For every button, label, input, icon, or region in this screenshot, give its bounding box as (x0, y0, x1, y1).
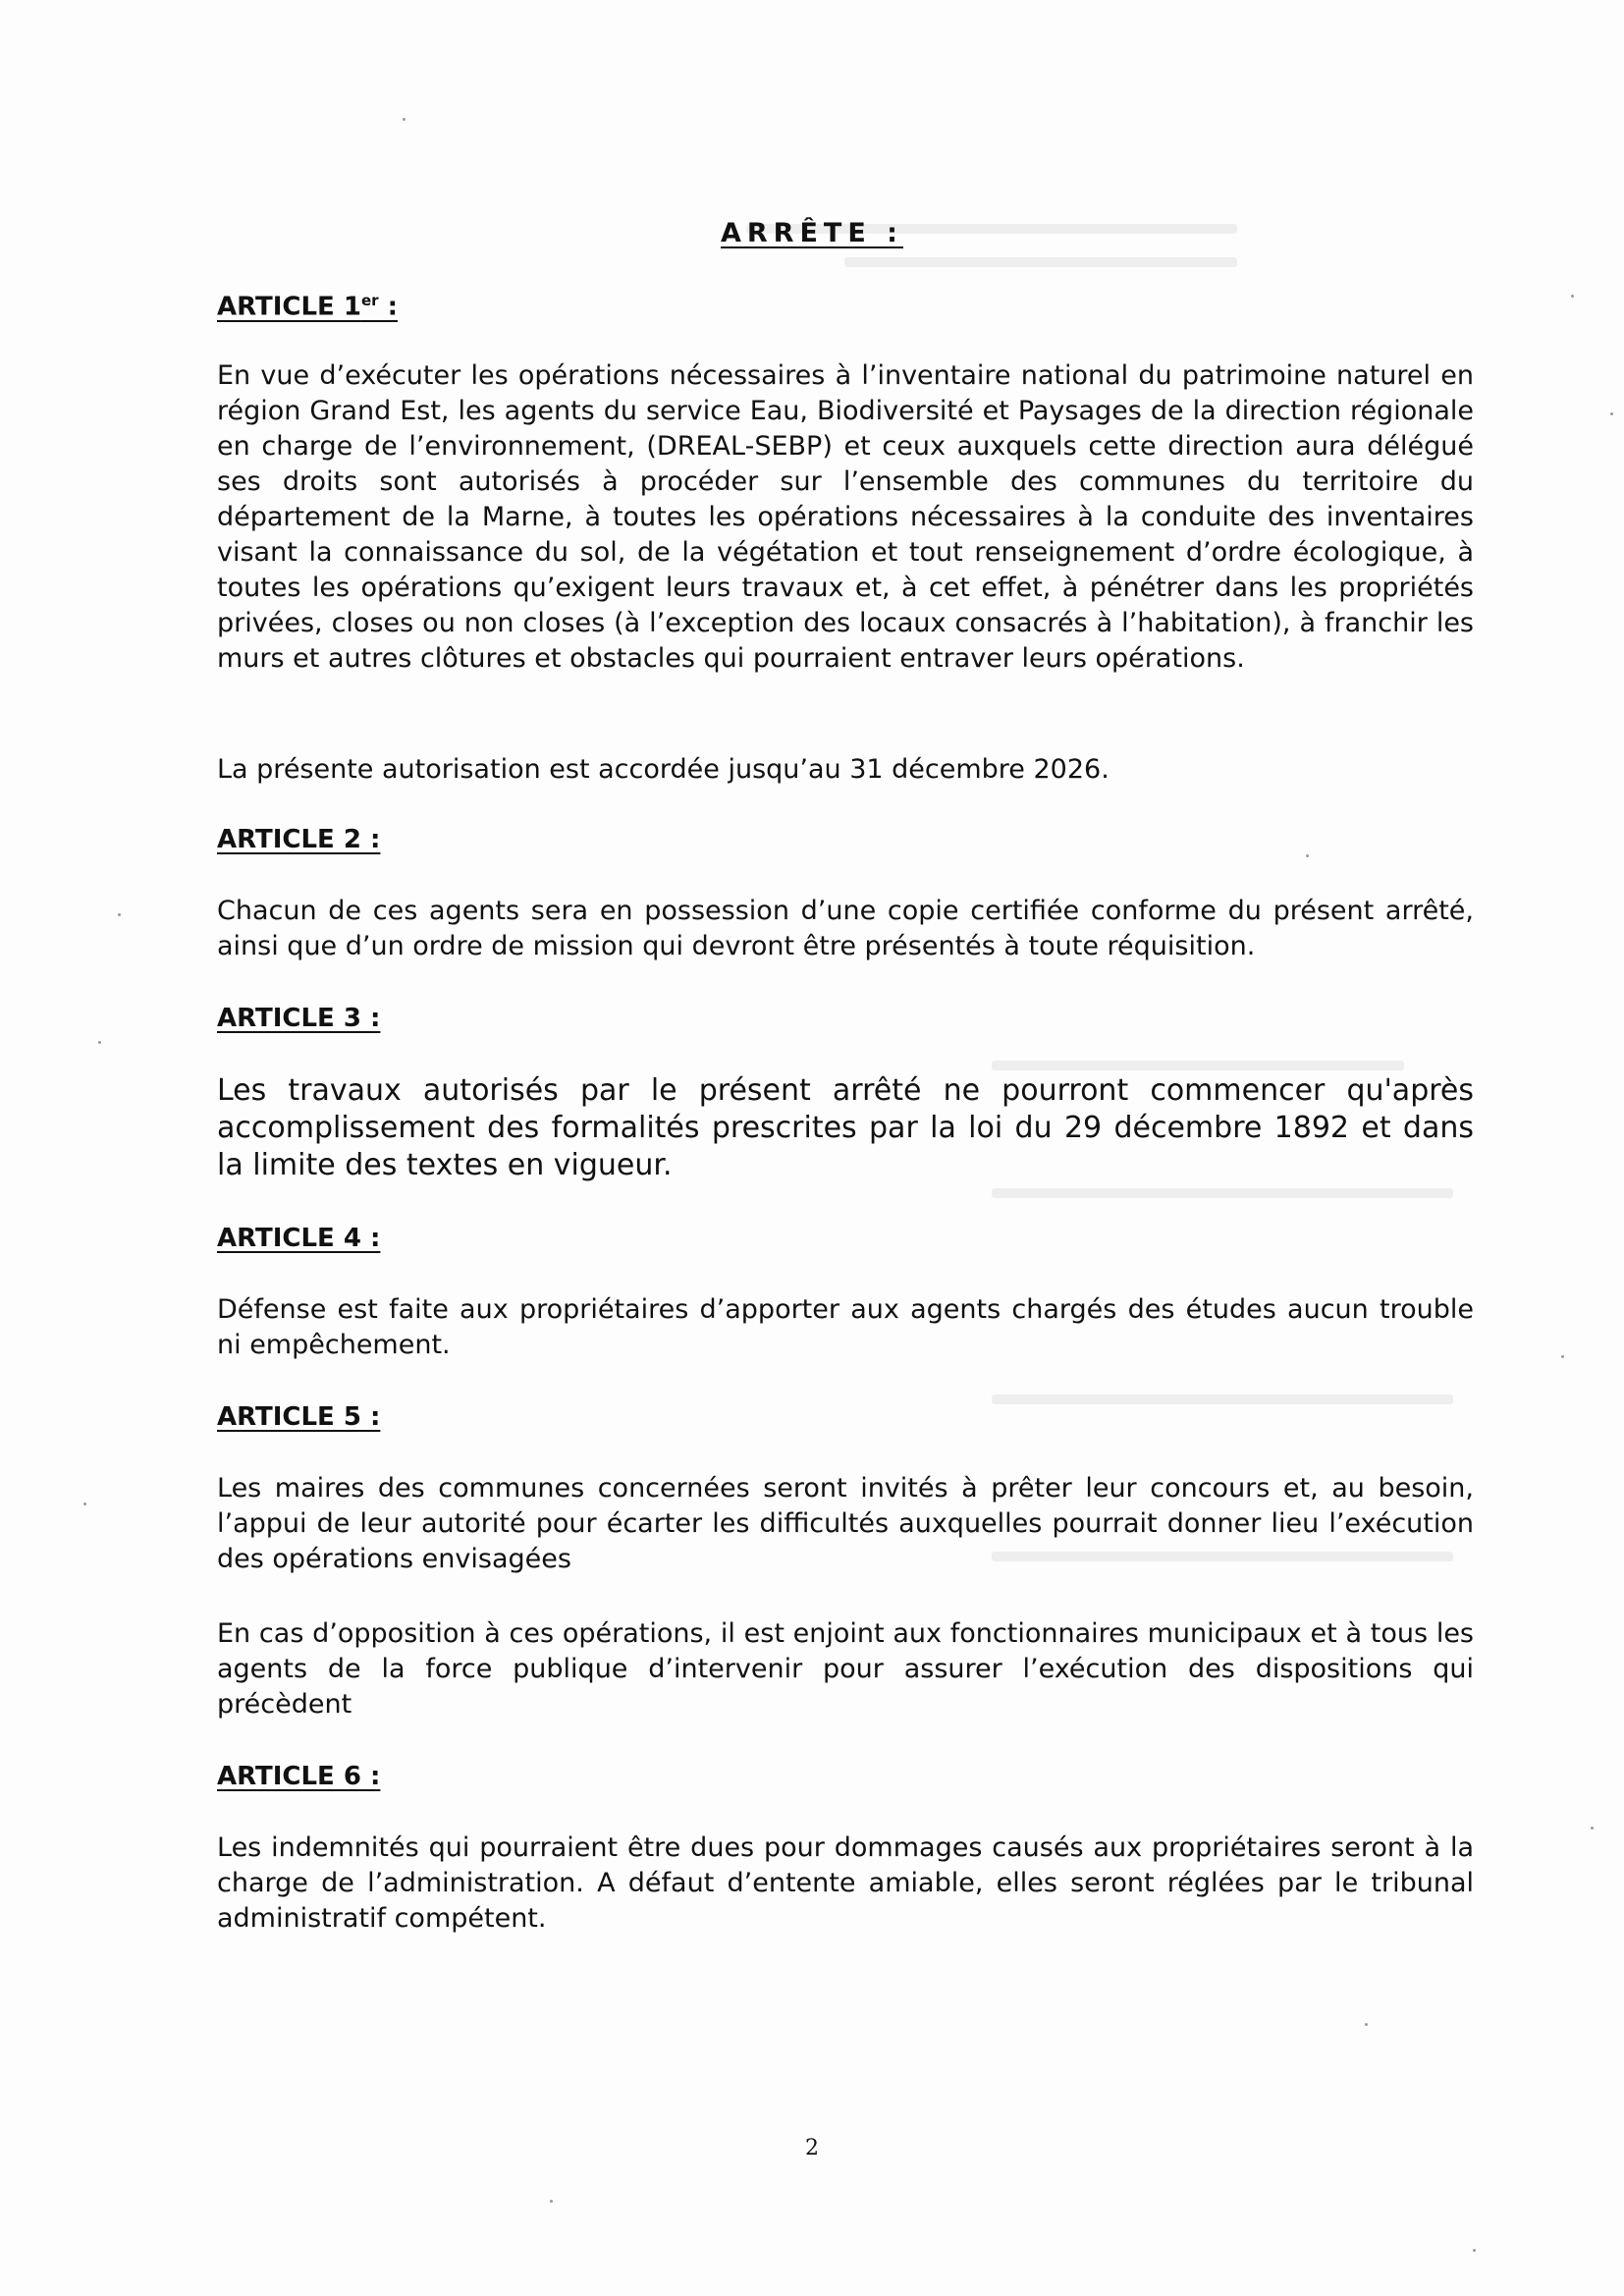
scan-speck (98, 1041, 101, 1044)
scan-speck (1561, 1355, 1564, 1358)
scan-speck (83, 1503, 86, 1505)
article-5-paragraph-1: Les maires des communes concernées seront invités à prêter leur concours et, au besoin, l’appui de leur autorité pour écarter les difficultés auxquelles pourrait donner lieu l’exécution des opérations envisagées (217, 1473, 1474, 1574)
article-6-paragraph: Les indemnités qui pourraient être dues pour dommages causés aux propriétaires seront à la charge de l’administration. A défaut d’entente amiable, elles seront réglées par le tribunal administratif compétent. (217, 1832, 1474, 1934)
article-5-heading: ARTICLE 5 : (217, 1402, 381, 1432)
article-1-paragraph-2: La présente autorisation est accordée jusqu’au 31 décembre 2026. (217, 754, 1110, 785)
article-3-heading: ARTICLE 3 : (217, 1004, 381, 1033)
article-4-paragraph: Défense est faite aux propriétaires d’apporter aux agents chargés des études aucun trouble ni empêchement. (217, 1294, 1474, 1360)
article-4-heading: ARTICLE 4 : (217, 1224, 381, 1253)
scan-speck (1306, 854, 1309, 857)
bleed-through-mark (992, 1188, 1453, 1198)
bleed-through-mark (992, 1061, 1404, 1070)
article-1-paragraph-1: En vue d’exécuter les opérations nécessaires à l’inventaire national du patrimoine naturel en région Grand Est, les agents du service Eau, Biodiversité et Paysages de la direction régionale en charge de l’environnement, (DREAL-SEBP) et ceux auxquels cette direction aura délégué ses droits sont autorisés à procéder sur l’ensemble des communes du territoire du département de la Marne, à toutes les opérations nécessaires à la conduite des inventaires visant la connaissance du sol, de la végétation et tout renseignement d’ordre écologique, à toutes les opérations qu’exigent leurs travaux et, à cet effet, à pénétrer dans les propriétés privées, closes ou non closes (à l’exception des locaux consacrés à l’habitation), à franchir les murs et autres clôtures et obstacles qui pourraient entraver leurs opérations. (217, 360, 1474, 674)
article-2-paragraph: Chacun de ces agents sera en possession d’une copie certifiée conforme du présent arrêté, ainsi que d’un ordre de mission qui devront être présentés à toute réquisition. (217, 896, 1474, 961)
article-6-heading: ARTICLE 6 : (217, 1762, 381, 1791)
article-5-paragraph-2: En cas d’opposition à ces opérations, il est enjoint aux fonctionnaires municipaux et à tous les agents de la force publique d’intervenir pour assurer l’exécution des dispositions qui précèdent (217, 1618, 1474, 1720)
scan-speck (1591, 1827, 1594, 1830)
scan-speck (1571, 295, 1574, 298)
scan-speck (1365, 2023, 1368, 2026)
article-3-paragraph: Les travaux autorisés par le présent arrêté ne pourront commencer qu'après accomplissement des formalités prescrites par la loi du 29 décembre 1892 et dans la limite des textes en vigueur. (217, 1073, 1474, 1182)
scan-speck (1610, 412, 1613, 415)
page-number: 2 (805, 2136, 819, 2160)
scan-speck (550, 2200, 553, 2203)
article-2-heading: ARTICLE 2 : (217, 825, 381, 854)
scan-speck (1473, 2249, 1476, 2252)
bleed-through-mark (844, 257, 1237, 267)
bleed-through-mark (992, 1394, 1453, 1404)
article-1-heading: ARTICLE 1er : (217, 292, 398, 322)
decree-title: ARRÊTE : (721, 218, 903, 248)
scan-speck (118, 913, 121, 916)
scan-speck (403, 118, 406, 121)
